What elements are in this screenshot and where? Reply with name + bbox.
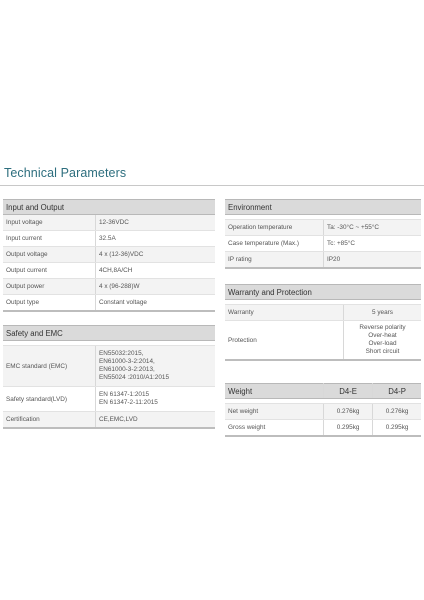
value-line: Over-heat xyxy=(368,332,397,339)
row-label: Output type xyxy=(3,295,96,312)
warranty-header: Warranty and Protection xyxy=(225,285,421,300)
row-value: 0.295kg xyxy=(324,420,373,437)
row-value: 4CH,8A/CH xyxy=(96,263,216,279)
value-line: EN55032:2015, xyxy=(99,350,144,357)
row-value: 4 x (96-288)W xyxy=(96,279,216,295)
value-line: Short circuit xyxy=(365,348,400,355)
row-label: Case temperature (Max.) xyxy=(225,236,324,252)
weight-col-d4e: D4-E xyxy=(324,384,373,399)
row-value: 4 x (12-36)VDC xyxy=(96,247,216,263)
row-label: Input current xyxy=(3,231,96,247)
row-label: Output current xyxy=(3,263,96,279)
row-label: Gross weight xyxy=(225,420,324,437)
row-value xyxy=(96,387,216,412)
table-row xyxy=(3,412,215,429)
table-row xyxy=(225,420,421,437)
table-row xyxy=(225,220,421,236)
table-row xyxy=(225,252,421,269)
weight-table xyxy=(225,383,421,437)
value-line: EN 61347-2-11:2015 xyxy=(99,399,158,406)
page-title: Technical Parameters xyxy=(4,166,127,180)
table-row xyxy=(3,295,215,312)
table-row xyxy=(3,346,215,387)
row-label: Operation temperature xyxy=(225,220,324,236)
row-value: Constant voltage xyxy=(96,295,216,312)
table-row xyxy=(225,305,421,321)
table-row xyxy=(3,387,215,412)
environment-header: Environment xyxy=(225,200,421,215)
input-output-table xyxy=(3,199,215,312)
row-label: Output voltage xyxy=(3,247,96,263)
table-row xyxy=(3,215,215,231)
row-value: Tc: +85°C xyxy=(324,236,422,252)
environment-table xyxy=(225,199,421,269)
warranty-protection-table xyxy=(225,284,421,361)
row-label: Certification xyxy=(3,412,96,429)
input-output-header: Input and Output xyxy=(3,200,215,215)
row-value: CE,EMC,LVD xyxy=(96,412,216,429)
value-line: EN61000-3-2:2013, xyxy=(99,366,155,373)
table-row xyxy=(225,236,421,252)
row-label: Protection xyxy=(225,321,344,361)
value-line: EN55024 :2010/A1:2015 xyxy=(99,374,170,381)
table-row xyxy=(3,247,215,263)
row-value xyxy=(344,321,422,361)
row-label: Warranty xyxy=(225,305,344,321)
row-value xyxy=(96,346,216,387)
table-row xyxy=(3,231,215,247)
row-label: Net weight xyxy=(225,404,324,420)
value-line: Over-load xyxy=(368,340,397,347)
row-value: 5 years xyxy=(344,305,422,321)
value-line: EN61000-3-2:2014, xyxy=(99,358,155,365)
safety-emc-table xyxy=(3,325,215,429)
value-line: EN 61347-1:2015 xyxy=(99,391,150,398)
row-label: Safety standard(LVD) xyxy=(3,387,96,412)
row-value: Ta: -30°C ~ +55°C xyxy=(324,220,422,236)
row-value: 12-36VDC xyxy=(96,215,216,231)
weight-col-d4p: D4-P xyxy=(373,384,421,399)
table-row xyxy=(225,321,421,361)
row-value: 0.295kg xyxy=(373,420,421,437)
row-label: EMC standard (EMC) xyxy=(3,346,96,387)
row-value: 32.5A xyxy=(96,231,216,247)
value-line: Reverse polarity xyxy=(359,324,406,331)
title-divider xyxy=(0,185,424,186)
row-label: Input voltage xyxy=(3,215,96,231)
table-row xyxy=(3,279,215,295)
table-row xyxy=(3,263,215,279)
row-value: IP20 xyxy=(324,252,422,269)
row-label: Output power xyxy=(3,279,96,295)
safety-emc-header: Safety and EMC xyxy=(3,326,215,341)
row-label: IP rating xyxy=(225,252,324,269)
row-value: 0.276kg xyxy=(373,404,421,420)
row-value: 0.276kg xyxy=(324,404,373,420)
table-row xyxy=(225,404,421,420)
weight-header: Weight xyxy=(225,384,324,399)
